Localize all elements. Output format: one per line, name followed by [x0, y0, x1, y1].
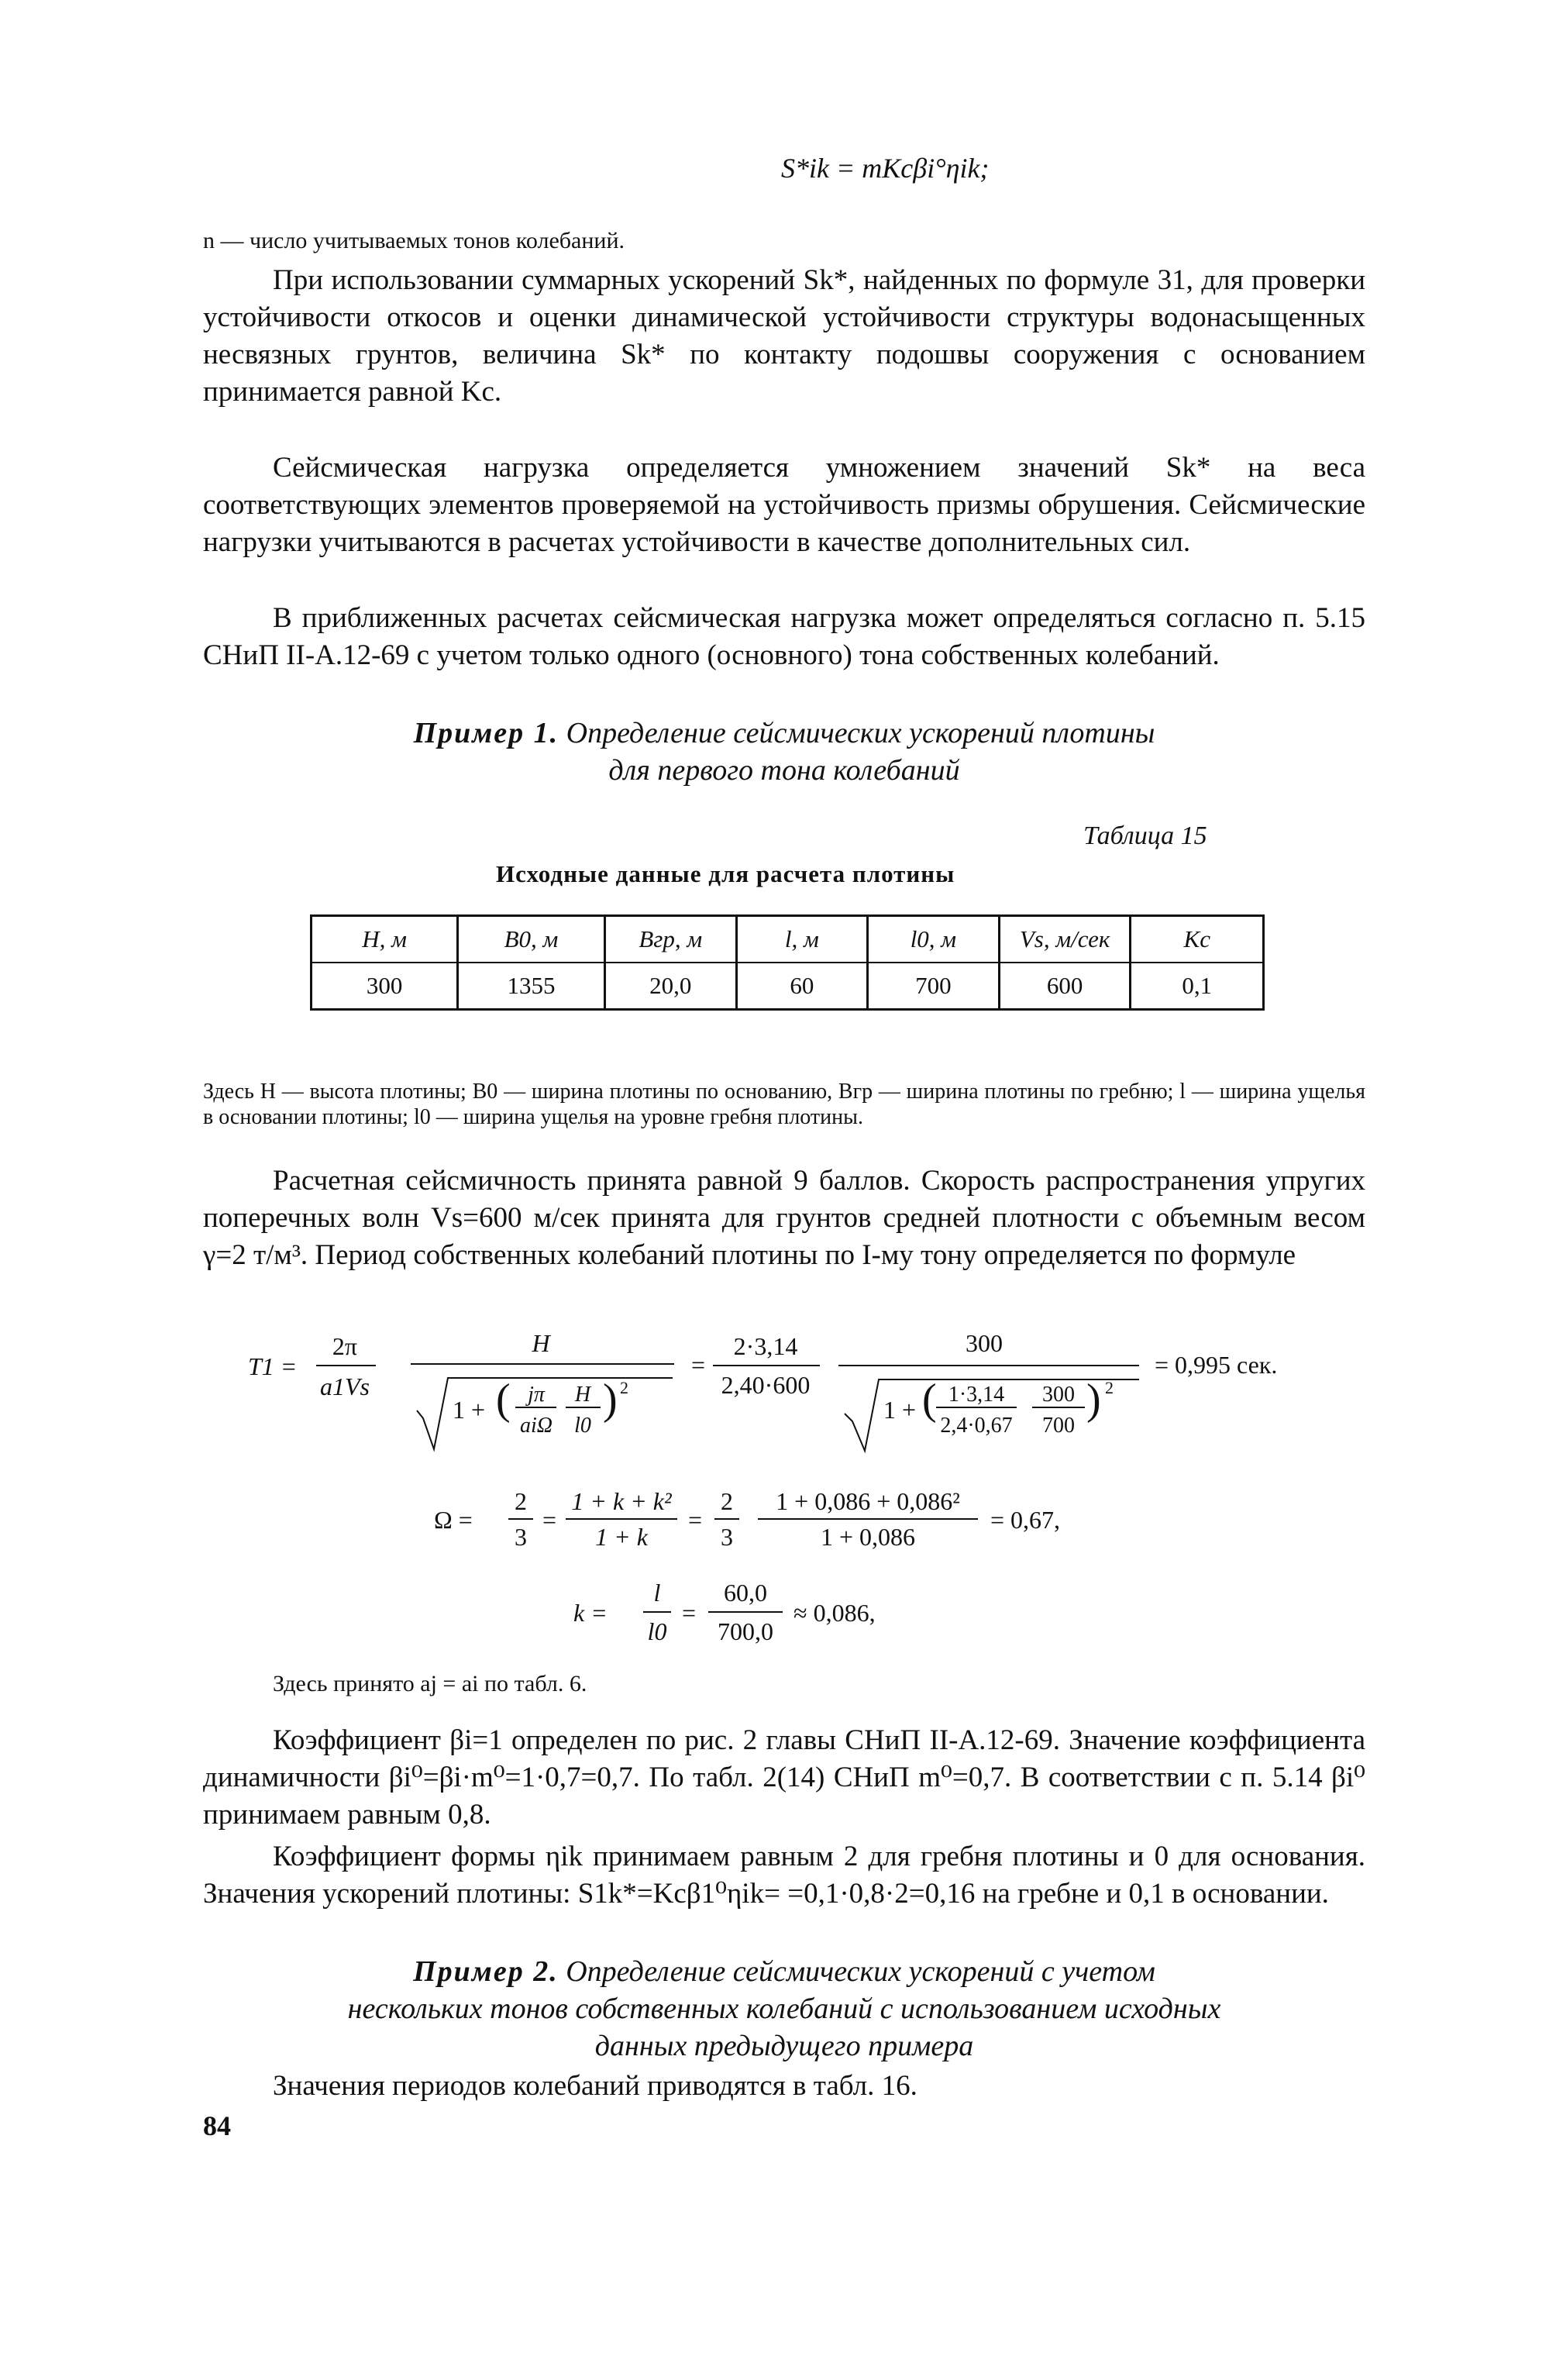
- frac-num: 2: [515, 1487, 527, 1515]
- formula-period: [248, 1317, 1457, 1472]
- paragraph-2: Сейсмическая нагрузка определяется умножением значений Sk* на веса соответствующих элементов проверяемой на устойчивость призмы обрушения. Сейсмические нагрузки учитываются в расчетах устойчивости в качестве дополнительных сил.: [203, 452, 1365, 558]
- inner-den: l0: [574, 1414, 591, 1438]
- example-2-title-line1: Определение сейсмических ускорений с учетом: [566, 1955, 1155, 1988]
- table-cell: 20,0: [604, 963, 736, 1010]
- n-note: n — число учитываемых тонов колебаний.: [203, 228, 625, 253]
- frac-den: l0: [647, 1617, 667, 1645]
- inner-num: 300: [1042, 1383, 1075, 1407]
- table-title: Исходные данные для расчета плотины: [496, 860, 955, 887]
- frac-den: 700,0: [718, 1617, 773, 1645]
- col-header: B0, м: [458, 916, 605, 963]
- svg-text:): ): [1086, 1376, 1101, 1424]
- top-formula: S*ik = mKcβi°ηik;: [781, 153, 990, 184]
- frac-den: 3: [721, 1523, 733, 1551]
- paragraph-4: Расчетная сейсмичность принята равной 9 баллов. Скорость распространения упругих поперечных волн Vs=600 м/сек принята для грунтов средней плотности с объемным весом γ=2 т/м³. Период собственных колебаний плотины по I-му тону определяется по формуле: [203, 1165, 1365, 1271]
- frac-den: 3: [515, 1523, 527, 1551]
- table-cell: 700: [868, 963, 1000, 1010]
- frac-num: 300: [966, 1329, 1003, 1357]
- table-row: [312, 963, 1264, 1010]
- page-number: 84: [203, 2110, 231, 2141]
- svg-text:1 +: 1 +: [453, 1396, 486, 1424]
- svg-text:=: =: [542, 1506, 557, 1534]
- formula-lhs: Ω =: [434, 1506, 473, 1534]
- formula-k: [573, 1565, 1116, 1651]
- paragraph-1: При использовании суммарных ускорений Sk*, найденных по формуле 31, для проверки устойчивости откосов и оценки динамической устойчивости структуры водонасыщенных несвязных грунтов, величина Sk* по контакту подошвы сооружения с основанием принимается равной Kс.: [203, 264, 1365, 408]
- frac-den: a1Vs: [320, 1373, 370, 1400]
- inner-den: 2,4·0,67: [940, 1414, 1013, 1438]
- col-header: Bгр, м: [604, 916, 736, 963]
- formula-lhs: k =: [573, 1599, 608, 1627]
- frac-den: 2,40·600: [721, 1371, 811, 1399]
- formula-result: = 0,67,: [990, 1506, 1061, 1534]
- inner-den: aiΩ: [519, 1414, 553, 1438]
- data-table-wrap: [310, 914, 1265, 1011]
- table-number: Таблица 15: [1083, 821, 1207, 850]
- formula-result: = 0,995 сек.: [1155, 1351, 1278, 1379]
- table-cell: 0,1: [1131, 963, 1264, 1010]
- svg-text:=: =: [682, 1599, 697, 1627]
- data-table: [310, 914, 1265, 1011]
- formula-omega: [434, 1472, 1209, 1558]
- frac-num: 60,0: [724, 1579, 767, 1607]
- svg-text:=: =: [688, 1506, 703, 1534]
- table-header-row: [312, 916, 1264, 963]
- svg-text:(: (: [496, 1376, 511, 1424]
- frac-num: H: [532, 1329, 550, 1357]
- example-1-title-line1: Определение сейсмических ускорений плотины: [566, 717, 1155, 749]
- frac-num: 2π: [332, 1332, 358, 1360]
- col-header: Kc: [1131, 916, 1264, 963]
- table-cell: 60: [736, 963, 867, 1010]
- svg-text:): ): [603, 1376, 618, 1424]
- paragraph-5: Коэффициент βi=1 определен по рис. 2 главы СНиП II-А.12-69. Значение коэффициента динамичности βi⁰=βi·m⁰=1·0,7=0,7. По табл. 2(14) СНиП m⁰=0,7. В соответствии с п. 5.14 βi⁰ принимаем равным 0,8.: [203, 1724, 1365, 1831]
- paragraph-3: В приближенных расчетах сейсмическая нагрузка может определяться согласно п. 5.15 СНиП II-А.12-69 с учетом только одного (основного) тона собственных колебаний.: [203, 602, 1365, 671]
- svg-text:2: 2: [620, 1378, 628, 1397]
- svg-text:(: (: [922, 1376, 937, 1424]
- inner-num: 1·3,14: [948, 1383, 1005, 1407]
- formula-lhs: T1 =: [248, 1352, 298, 1380]
- table-cell: 300: [312, 963, 458, 1010]
- frac-num: 1 + k + k²: [571, 1487, 672, 1515]
- col-header: l, м: [736, 916, 867, 963]
- paragraph-7: Значения периодов колебаний приводятся в табл. 16.: [273, 2070, 917, 2102]
- frac-den: 1 + 0,086: [820, 1523, 916, 1551]
- col-header: H, м: [312, 916, 458, 963]
- col-header: Vs, м/сек: [999, 916, 1131, 963]
- example-1-heading: [203, 715, 1365, 789]
- example-2-label: Пример 2.: [413, 1955, 559, 1988]
- example-2-heading: [203, 1953, 1365, 2065]
- table-note: Здесь H — высота плотины; B0 — ширина плотины по основанию, Bгр — ширина плотины по гребню; l — ширина ущелья в основании плотины; l0 — ширина ущелья на уровне гребня плотины.: [203, 1080, 1365, 1129]
- frac-num: l: [653, 1579, 661, 1607]
- frac-num: 2: [721, 1487, 733, 1515]
- frac-num: 1 + 0,086 + 0,086²: [776, 1487, 960, 1515]
- frac-num: 2·3,14: [733, 1332, 798, 1360]
- example-1-title-line2: для первого тона колебаний: [608, 754, 960, 787]
- svg-text:2: 2: [1105, 1378, 1114, 1397]
- here-note: Здесь принято aj = ai по табл. 6.: [273, 1671, 587, 1696]
- formula-eq: =: [691, 1351, 706, 1379]
- example-2-title-line2: нескольких тонов собственных колебаний с использованием исходных: [347, 1993, 1221, 2025]
- formula-result: ≈ 0,086,: [793, 1599, 876, 1627]
- frac-den: 1 + k: [595, 1523, 648, 1551]
- example-1-label: Пример 1.: [413, 717, 559, 749]
- table-cell: 600: [999, 963, 1131, 1010]
- paragraph-6: Коэффициент формы ηik принимаем равным 2 для гребня плотины и 0 для основания. Значения ускорений плотины: S1k*=Kcβ1⁰ηik= =0,1·0,8·2=0,16 на гребне и 0,1 в основании.: [203, 1841, 1365, 1910]
- table-cell: 1355: [458, 963, 605, 1010]
- inner-num: H: [574, 1383, 591, 1407]
- svg-text:1 +: 1 +: [883, 1396, 917, 1424]
- col-header: l0, м: [868, 916, 1000, 963]
- inner-num: jπ: [528, 1383, 545, 1407]
- example-2-title-line3: данных предыдущего примера: [594, 2030, 974, 2062]
- inner-den: 700: [1042, 1414, 1075, 1438]
